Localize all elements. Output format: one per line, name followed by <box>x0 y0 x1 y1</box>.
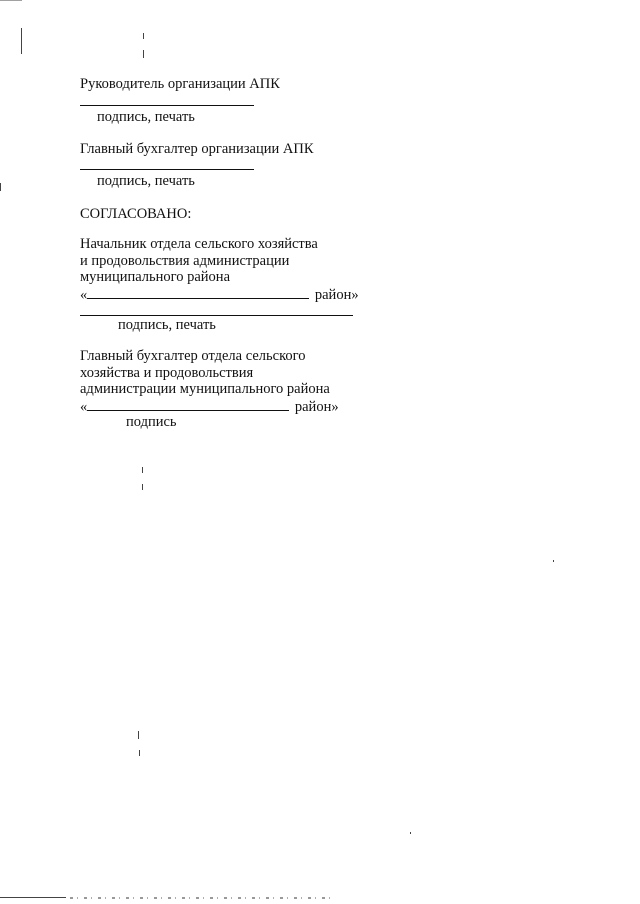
chief-accountant-signature-caption: подпись, печать <box>97 173 195 189</box>
scan-artifact-dot <box>143 50 144 58</box>
dept-accountant-title-line-2: хозяйства и продовольствия <box>80 365 254 381</box>
dept-accountant-signature-caption: подпись <box>126 414 177 430</box>
agreed-heading: СОГЛАСОВАНО: <box>80 206 192 222</box>
scan-artifact-dot <box>142 467 143 473</box>
scan-artifact-dot <box>138 731 139 739</box>
head-org-signature-line <box>80 105 254 106</box>
scan-artifact-dot <box>0 183 1 191</box>
dept-accountant-open-quote: « <box>80 399 88 415</box>
dept-head-title-line-1: Начальник отдела сельского хозяйства <box>80 236 318 252</box>
dept-accountant-title-line-3: администрации муниципального района <box>80 381 330 397</box>
dept-head-title-line-3: муниципального района <box>80 269 230 285</box>
dept-head-signature-line <box>80 315 353 316</box>
dept-head-signature-caption: подпись, печать <box>118 317 216 333</box>
scan-artifact-bottom-noise <box>70 897 330 899</box>
head-org-title: Руководитель организации АПК <box>80 76 280 92</box>
dept-accountant-district-suffix: район» <box>294 399 339 415</box>
dept-head-open-quote: « <box>80 287 88 303</box>
scan-artifact-top-line <box>0 0 22 1</box>
dept-accountant-district-field <box>80 398 339 415</box>
scan-artifact-dot <box>553 560 554 562</box>
scan-artifact-dot <box>139 750 140 756</box>
scan-artifact-bottom-line <box>0 897 66 898</box>
chief-accountant-signature-line <box>80 169 254 170</box>
dept-head-district-field <box>80 286 359 303</box>
dept-head-title-line-2: и продовольствия администрации <box>80 253 290 269</box>
dept-head-district-suffix: район» <box>314 287 359 303</box>
scan-artifact-dot <box>410 832 411 834</box>
scan-artifact-left-bar <box>21 28 22 54</box>
dept-head-district-blank <box>87 286 309 299</box>
chief-accountant-title: Главный бухгалтер организации АПК <box>80 141 314 157</box>
head-org-signature-caption: подпись, печать <box>97 109 195 125</box>
dept-accountant-district-blank <box>87 398 289 411</box>
scan-artifact-dot <box>142 484 143 490</box>
dept-accountant-title-line-1: Главный бухгалтер отдела сельского <box>80 348 306 364</box>
scan-artifact-dot <box>143 33 144 39</box>
